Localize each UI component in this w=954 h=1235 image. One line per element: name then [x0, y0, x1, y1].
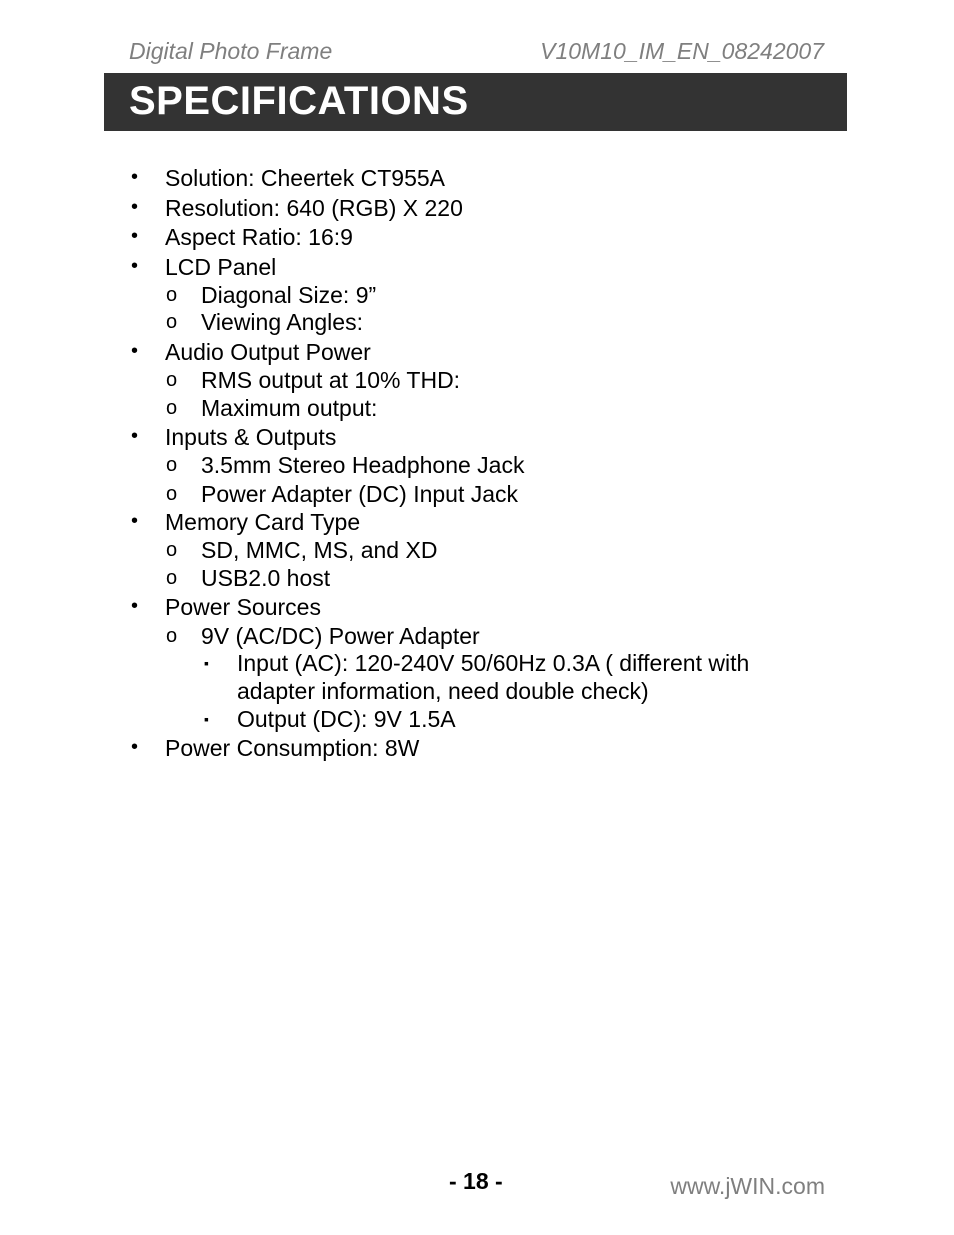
square-bullet-icon: ▪ — [204, 655, 209, 671]
list-subitem-dc-input-jack: Power Adapter (DC) Input Jack — [201, 481, 519, 507]
list-item-solution: Solution: Cheertek CT955A — [165, 165, 445, 191]
list-item-memory-card-type: Memory Card Type — [165, 509, 361, 535]
bullet-icon: • — [131, 510, 139, 532]
square-bullet-icon: ▪ — [204, 711, 209, 727]
list-subitem-viewing-angles: Viewing Angles: — [201, 309, 363, 335]
list-subsubitem-input-ac-continued: adapter information, need double check) — [237, 678, 649, 704]
bullet-icon: • — [131, 340, 139, 362]
list-item-inputs-outputs: Inputs & Outputs — [165, 424, 337, 450]
page-title: SPECIFICATIONS — [129, 79, 469, 123]
list-item-audio-output-power: Audio Output Power — [165, 339, 371, 365]
list-subitem-usb-host: USB2.0 host — [201, 565, 331, 591]
list-item-resolution: Resolution: 640 (RGB) X 220 — [165, 195, 463, 221]
list-item-aspect-ratio: Aspect Ratio: 16:9 — [165, 224, 353, 250]
bullet-icon: • — [131, 166, 139, 188]
circle-bullet-icon: o — [166, 369, 178, 391]
bullet-icon: • — [131, 595, 139, 617]
bullet-icon: • — [131, 736, 139, 758]
list-subitem-diagonal-size: Diagonal Size: 9” — [201, 282, 377, 308]
list-subitem-power-adapter: 9V (AC/DC) Power Adapter — [201, 623, 480, 649]
list-subsubitem-input-ac: Input (AC): 120-240V 50/60Hz 0.3A ( different with — [237, 650, 750, 676]
list-item-lcd-panel: LCD Panel — [165, 254, 277, 280]
circle-bullet-icon: o — [166, 567, 178, 589]
circle-bullet-icon: o — [166, 397, 178, 419]
list-subitem-rms-output: RMS output at 10% THD: — [201, 367, 461, 393]
circle-bullet-icon: o — [166, 539, 178, 561]
circle-bullet-icon: o — [166, 454, 178, 476]
bullet-icon: • — [131, 225, 139, 247]
list-subitem-card-formats: SD, MMC, MS, and XD — [201, 537, 438, 563]
bullet-icon: • — [131, 255, 139, 277]
header-document-code: V10M10_IM_EN_08242007 — [540, 38, 824, 64]
circle-bullet-icon: o — [166, 483, 178, 505]
title-bar — [104, 73, 847, 131]
footer-website: www.jWIN.com — [670, 1173, 825, 1199]
circle-bullet-icon: o — [166, 311, 178, 333]
circle-bullet-icon: o — [166, 284, 178, 306]
list-subsubitem-output-dc: Output (DC): 9V 1.5A — [237, 706, 456, 732]
bullet-icon: • — [131, 196, 139, 218]
list-subitem-headphone-jack: 3.5mm Stereo Headphone Jack — [201, 452, 525, 478]
header-document-title: Digital Photo Frame — [129, 38, 333, 64]
bullet-icon: • — [131, 425, 139, 447]
list-subitem-maximum-output: Maximum output: — [201, 395, 378, 421]
list-item-power-sources: Power Sources — [165, 594, 321, 620]
page-number: - 18 - — [449, 1168, 503, 1194]
list-item-power-consumption: Power Consumption: 8W — [165, 735, 420, 761]
circle-bullet-icon: o — [166, 625, 178, 647]
